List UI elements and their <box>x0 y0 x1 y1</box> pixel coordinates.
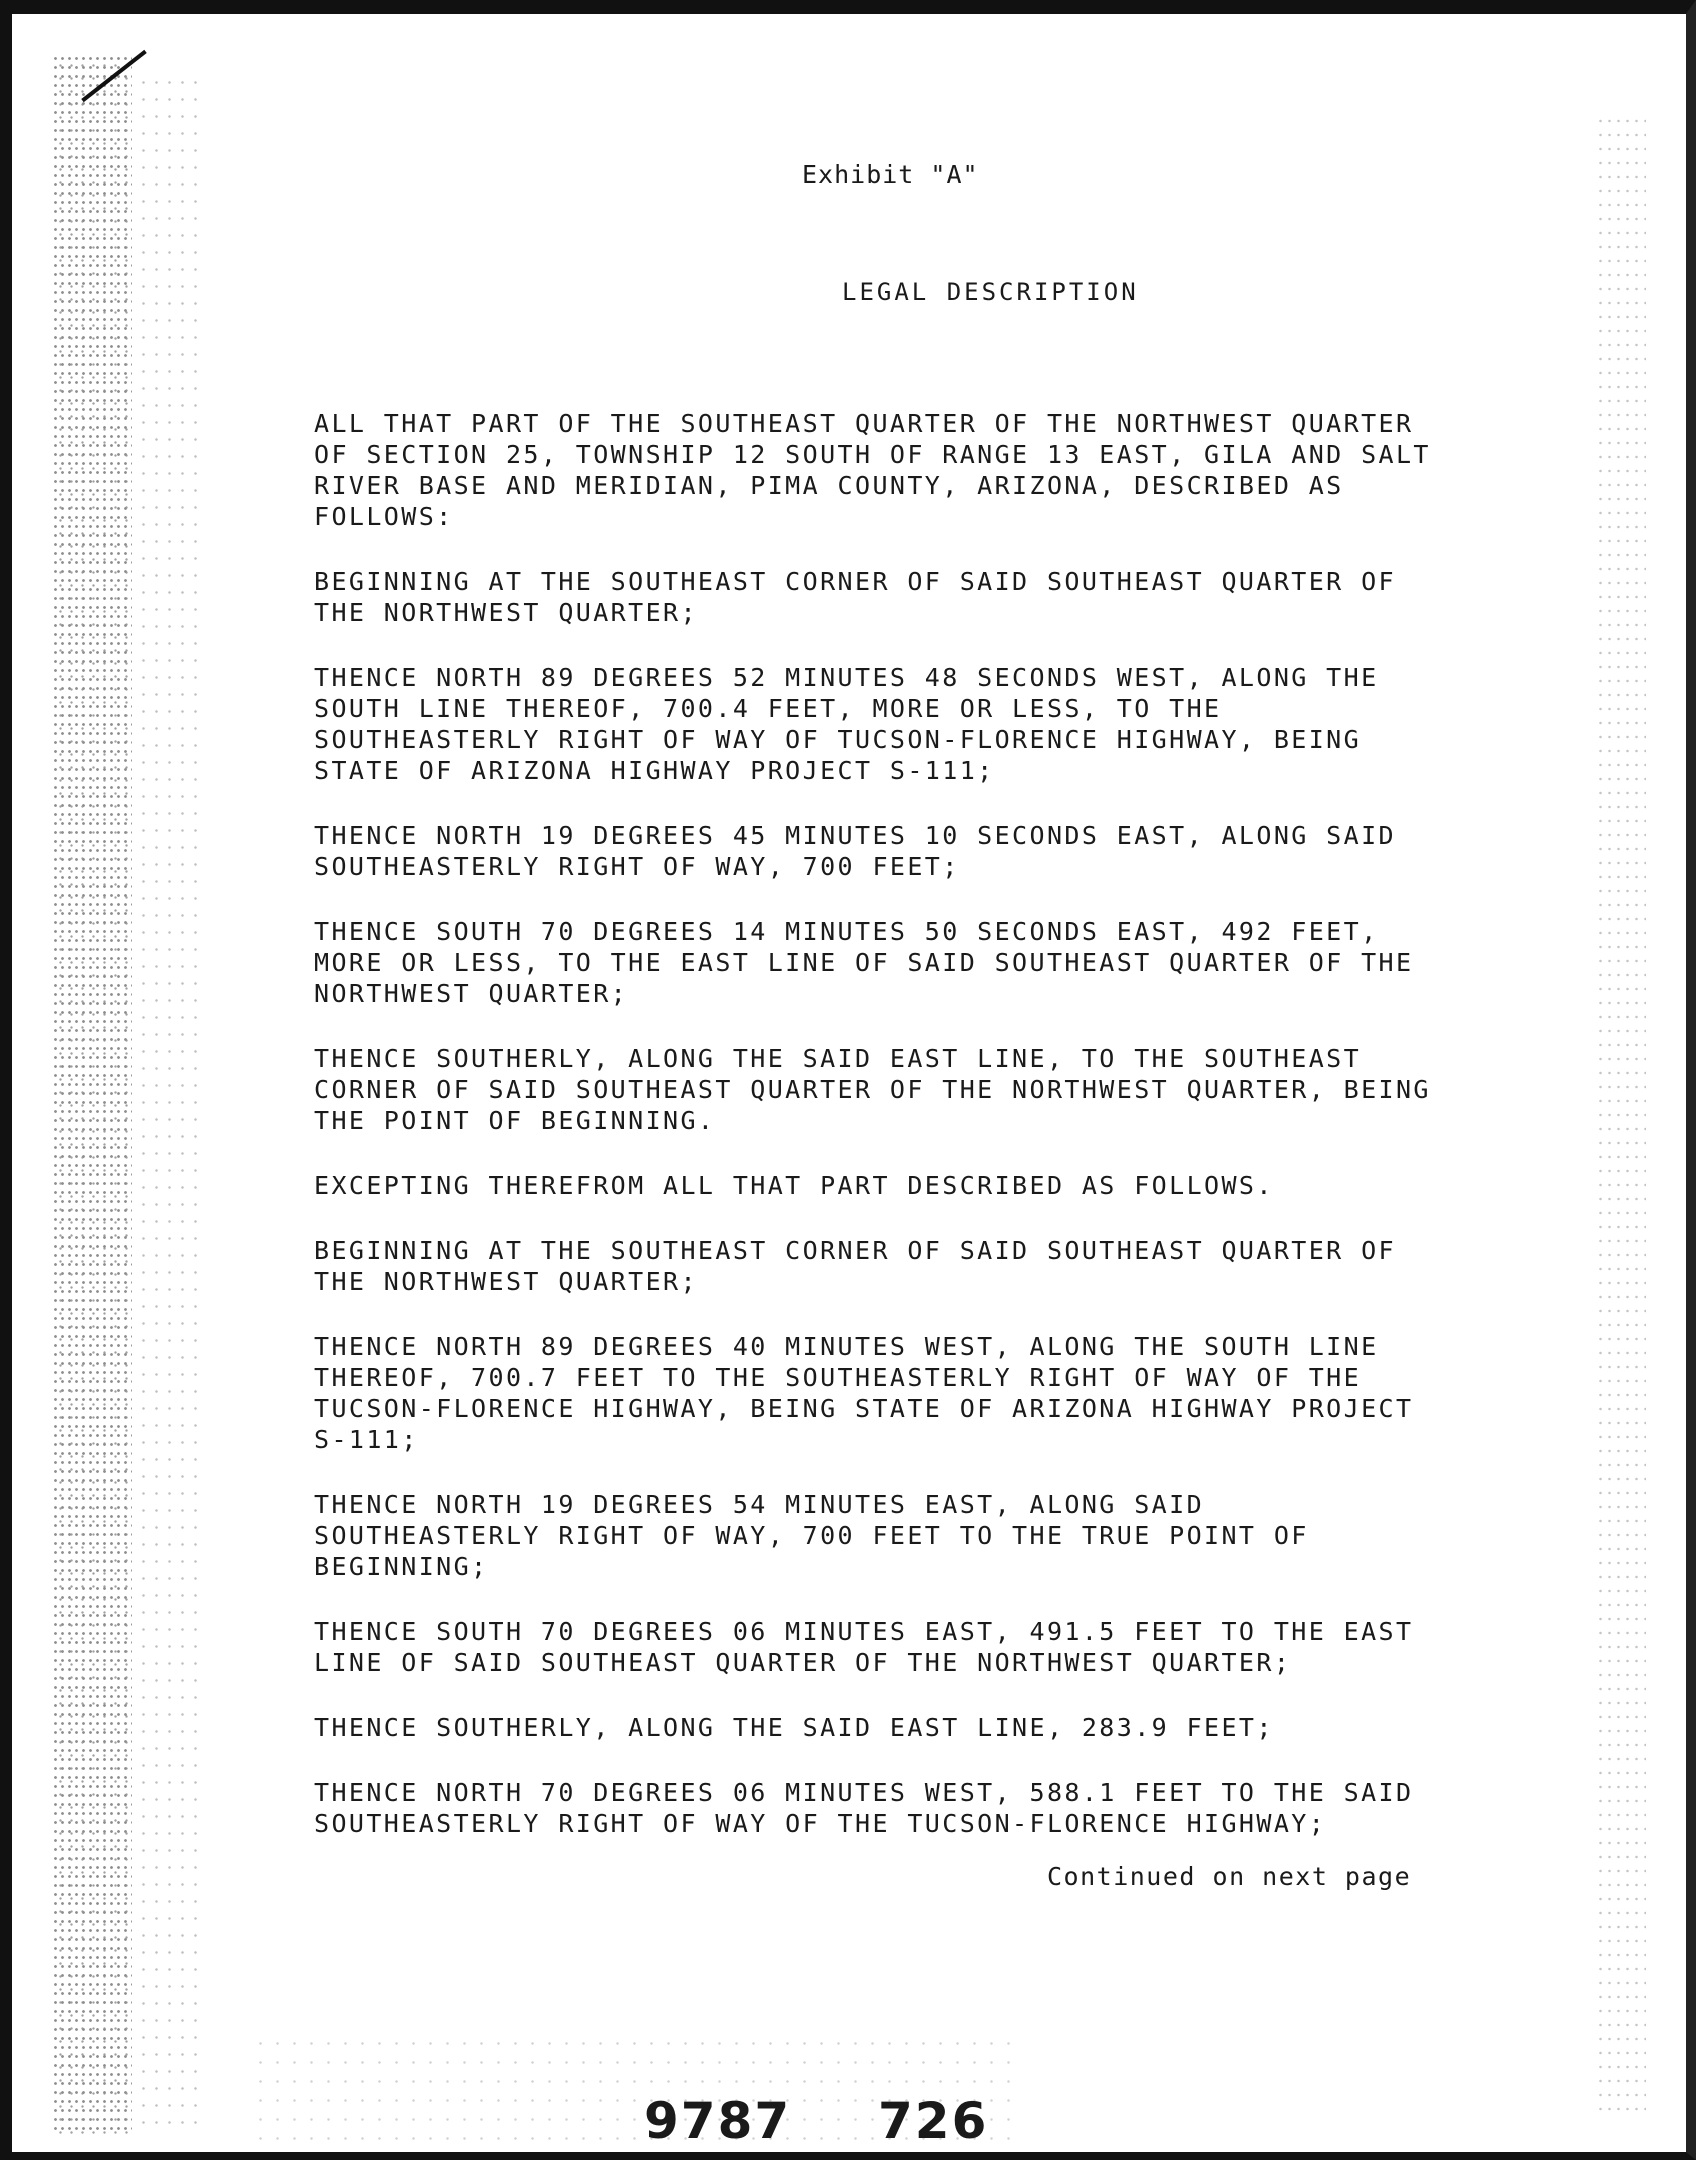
scan-noise-left-inner <box>137 74 197 2134</box>
legal-description-body <box>314 408 1574 1873</box>
paragraph: THENCE NORTH 89 DEGREES 40 MINUTES WEST, ALONG THE SOUTH LINE THEREOF, 700.7 FEET TO THE SOUTHEASTERLY RIGHT OF WAY OF THE TUCSON-FLORENCE HIGHWAY, BEING STATE OF ARIZONA HIGHWAY PROJECT S-111; <box>314 1332 1414 1454</box>
paragraph: ALL THAT PART OF THE SOUTHEAST QUARTER OF THE NORTHWEST QUARTER OF SECTION 25, TOWNSHIP 12 SOUTH OF RANGE 13 EAST, GILA AND SALT RIVER BASE AND MERIDIAN, PIMA COUNTY, ARIZONA, DESCRIBED AS FOLLOWS: <box>314 409 1431 531</box>
document-title: LEGAL DESCRIPTION <box>842 278 1139 306</box>
paragraph: EXCEPTING THEREFROM ALL THAT PART DESCRIBED AS FOLLOWS. <box>314 1171 1274 1200</box>
paragraph: BEGINNING AT THE SOUTHEAST CORNER OF SAID SOUTHEAST QUARTER OF THE NORTHWEST QUARTER; <box>314 567 1396 627</box>
scan-noise-left <box>52 54 132 2134</box>
continued-note: Continued on next page <box>1047 1862 1412 1891</box>
page-number-right: 726 <box>878 2092 989 2150</box>
paragraph: THENCE SOUTHERLY, ALONG THE SAID EAST LINE, TO THE SOUTHEAST CORNER OF SAID SOUTHEAST QUARTER OF THE NORTHWEST QUARTER, BEING THE POINT OF BEGINNING. <box>314 1044 1431 1135</box>
paragraph: THENCE SOUTHERLY, ALONG THE SAID EAST LINE, 283.9 FEET; <box>314 1713 1274 1742</box>
paragraph: THENCE NORTH 89 DEGREES 52 MINUTES 48 SECONDS WEST, ALONG THE SOUTH LINE THEREOF, 700.4 FEET, MORE OR LESS, TO THE SOUTHEASTERLY RIGHT OF WAY OF TUCSON-FLORENCE HIGHWAY, BEING STATE OF ARIZONA HIGHWAY PROJECT S-111; <box>314 663 1379 785</box>
paragraph: BEGINNING AT THE SOUTHEAST CORNER OF SAID SOUTHEAST QUARTER OF THE NORTHWEST QUARTER; <box>314 1236 1396 1296</box>
scan-noise-right <box>1596 114 1646 2114</box>
paragraph: THENCE NORTH 19 DEGREES 45 MINUTES 10 SECONDS EAST, ALONG SAID SOUTHEASTERLY RIGHT OF WAY, 700 FEET; <box>314 821 1396 881</box>
paragraph: THENCE NORTH 70 DEGREES 06 MINUTES WEST, 588.1 FEET TO THE SAID SOUTHEASTERLY RIGHT OF WAY OF THE TUCSON-FLORENCE HIGHWAY; <box>314 1778 1414 1838</box>
exhibit-label: Exhibit "A" <box>802 160 979 189</box>
paragraph: THENCE SOUTH 70 DEGREES 14 MINUTES 50 SECONDS EAST, 492 FEET, MORE OR LESS, TO THE EAST LINE OF SAID SOUTHEAST QUARTER OF THE NORTHWEST QUARTER; <box>314 917 1414 1008</box>
paragraph: THENCE SOUTH 70 DEGREES 06 MINUTES EAST, 491.5 FEET TO THE EAST LINE OF SAID SOUTHEAST QUARTER OF THE NORTHWEST QUARTER; <box>314 1617 1414 1677</box>
paragraph: THENCE NORTH 19 DEGREES 54 MINUTES EAST, ALONG SAID SOUTHEASTERLY RIGHT OF WAY, 700 FEET TO THE TRUE POINT OF BEGINNING; <box>314 1490 1309 1581</box>
page-number-left: 9787 <box>644 2092 792 2150</box>
